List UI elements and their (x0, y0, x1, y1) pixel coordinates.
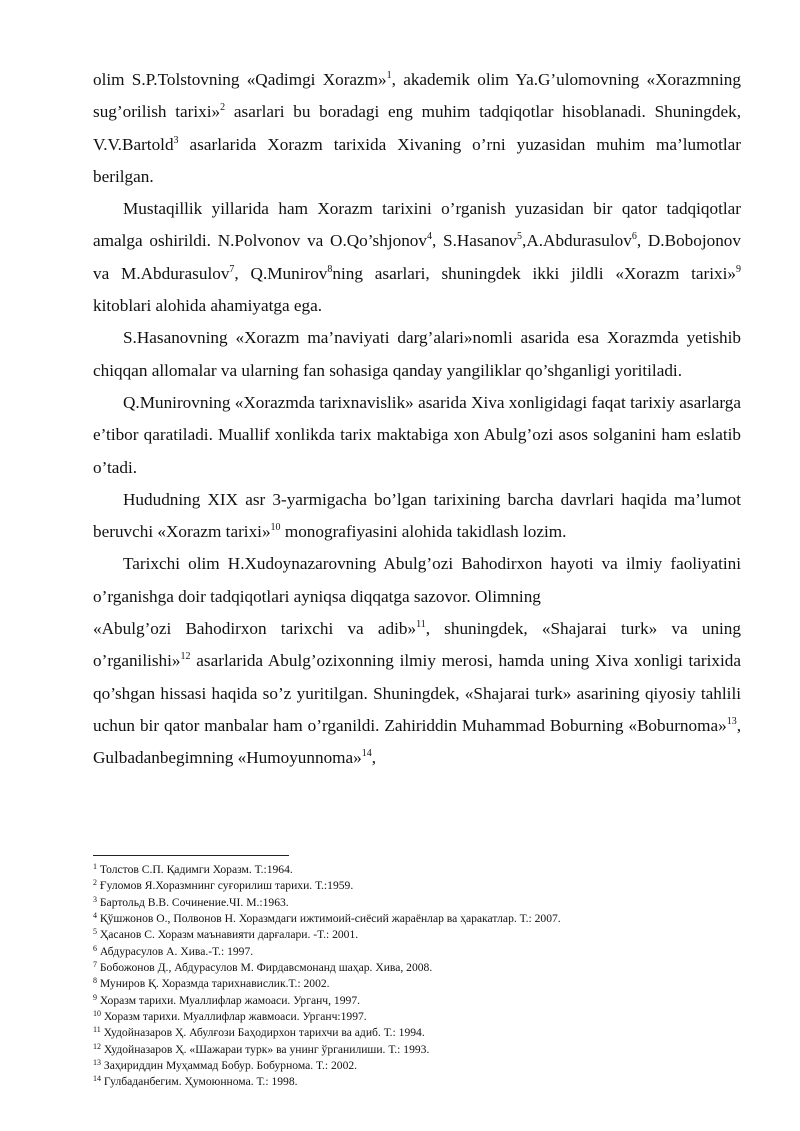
paragraph-1 (93, 64, 741, 193)
text-run: asarlarida Xorazm tarixida Xivaning o’rni yuzasidan muhim ma’lumotlar berilgan. (93, 134, 741, 186)
text-run: monografiyasini alohida takidlash lozim. (280, 522, 567, 542)
text-run: ning asarlari, shuningdek ikki jildli «Xorazm tarixi» (332, 263, 737, 283)
footnote-text: Қўшжонов О., Полвонов Н. Хоразмдаги ижтимоий-сиёсий жараёнлар ва ҳаракатлар. Т.: 2007. (97, 912, 561, 926)
text-run: , Q.Munirov (234, 263, 328, 283)
footnote-text: Худойназаров Ҳ. «Шажараи турк» ва унинг ўрганилиши. Т.: 1993. (101, 1042, 430, 1056)
footnote-ref-11[interactable]: 11 (416, 619, 426, 631)
footnotes (93, 862, 743, 1091)
text-run: , D.Bobojonov va M.Abdurasulov (93, 231, 741, 283)
footnote-ref-10[interactable]: 10 (270, 522, 281, 534)
text-run: Tarixchi olim H.Xudoynazarovning Abulg’ozi Bahodirxon hayoti va ilmiy faoliyatini o’rganishga doir tadqiqotlari ayniqsa diqqatga sazovor. Olimning (93, 554, 741, 606)
footnote-text: Ҳасанов С. Хоразм маънавияти дарғалари. -Т.: 2001. (97, 928, 359, 942)
footnote-12 (93, 1042, 743, 1058)
footnote-text: Хоразм тарихи. Муаллифлар жамоаси. Урганч, 1997. (97, 993, 361, 1007)
footnote-9 (93, 993, 743, 1009)
footnote-8 (93, 976, 743, 992)
footnote-text: Заҳириддин Муҳаммад Бобур. Бобурнома. Т.: 2002. (101, 1059, 358, 1073)
footnote-number: 6 (93, 943, 97, 953)
footnote-ref-13[interactable]: 13 (726, 715, 737, 727)
footnote-number: 8 (93, 976, 97, 986)
paragraph-6 (93, 548, 741, 774)
footnote-number: 4 (93, 911, 97, 921)
footnote-2 (93, 878, 743, 894)
footnote-6 (93, 944, 743, 960)
footnote-ref-14[interactable]: 14 (361, 748, 372, 760)
paragraph-3: S.Hasanovning «Xorazm ma’naviyati darg’alari»nomli asarida esa Xorazmda yetishib chiqqan allomalar va ularning fan sohasiga qanday yangiliklar qo’shganligi yoritiladi. (93, 328, 741, 380)
footnote-text: Гулбаданбегим. Ҳумоюннома. Т.: 1998. (101, 1075, 298, 1089)
footnote-ref-9[interactable]: 9 (736, 263, 742, 275)
footnote-number: 9 (93, 992, 97, 1002)
text-run: , akademik olim Ya.G’ulomovning «Xorazmning sug’orilish tarixi» (93, 70, 741, 122)
footnote-4 (93, 911, 743, 927)
paragraph-4: Q.Munirovning «Xorazmda tarixnavislik» asarida Xiva xonligidagi faqat tarixiy asarlarga e’tibor qaratiladi. Muallif xonlikda tarix maktabiga xon Abulg’ozi asos solganini ham eslatib o’tadi. (93, 392, 741, 477)
footnote-number: 10 (93, 1009, 101, 1019)
footnote-13 (93, 1058, 743, 1074)
text-run: «Abulg’ozi Bahodirxon tarixchi va adib» (93, 619, 417, 639)
footnote-10 (93, 1009, 743, 1025)
footnote-text: Ғуломов Я.Хоразмнинг суғорилиш тарихи. Т.:1959. (97, 879, 354, 893)
footnote-ref-1[interactable]: 1 (386, 70, 392, 81)
footnote-number: 11 (93, 1025, 101, 1035)
text-run: , Gulbadanbegimning «Humoyunnoma» (93, 715, 741, 768)
footnote-number: 12 (93, 1041, 101, 1051)
footnote-number: 7 (93, 960, 97, 970)
footnote-number: 14 (93, 1074, 101, 1084)
footnote-text: Бобожонов Д., Абдурасулов М. Фирдавсмонанд шаҳар. Хива, 2008. (97, 961, 433, 975)
footnote-7 (93, 960, 743, 976)
text-run: , shuningdek, «Shajarai turk» va uning o’rganilishi» (93, 619, 741, 671)
text-run: olim S.P.Tolstovning «Qadimgi Xorazm» (93, 70, 387, 89)
footnote-ref-7[interactable]: 7 (229, 263, 235, 275)
text-run: ,A.Abdurasulov (522, 231, 632, 251)
footnote-text: Толстов С.П. Қадимги Хоразм. Т.:1964. (97, 863, 293, 876)
footnote-number: 13 (93, 1058, 101, 1068)
footnote-ref-12[interactable]: 12 (180, 651, 191, 663)
text-run: kitoblari alohida ahamiyatga ega. (93, 296, 323, 316)
footnote-text: Абдурасулов А. Хива.-Т.: 1997. (97, 944, 254, 958)
text-run: Mustaqillik yillarida ham Xorazm tarixini o’rganish yuzasidan bir qator tadqiqotlar amalga oshirildi. N.Polvonov va O.Qo’shjonov (93, 199, 741, 251)
text-run: , S.Hasanov (431, 231, 518, 251)
footnote-ref-2[interactable]: 2 (220, 102, 226, 114)
footnote-text: Бартольд В.В. Сочинение.ЧI. М.:1963. (97, 895, 289, 909)
footnote-14 (93, 1074, 743, 1090)
paragraph-2 (93, 193, 741, 322)
document-body (93, 64, 741, 775)
footnote-11 (93, 1025, 743, 1041)
footnote-text: Худойназаров Ҳ. Абулғози Баҳодирхон тарихчи ва адиб. Т.: 1994. (100, 1026, 425, 1040)
footnote-number: 1 (93, 862, 97, 871)
footnote-1 (93, 862, 743, 878)
footnote-number: 3 (93, 894, 97, 904)
footnote-text: Хоразм тарихи. Муаллифлар жавмоаси. Урганч:1997. (101, 1010, 367, 1024)
text-run: Hududning XIX asr 3-yarmigacha bo’lgan tarixining barcha davrlari haqida ma’lumot beruvchi «Xorazm tarixi» (93, 489, 741, 542)
footnote-separator (93, 855, 289, 856)
paragraph-5 (93, 484, 741, 549)
text-run: asarlarida Abulg’ozixonning ilmiy merosi, hamda uning Xiva xonligi tarixida qo’shgan hissasi haqida so’z yuritilgan. Shuningdek, «Shajarai turk» asarining qiyosiy tahlili uchun bir qator manbalar ham o’rganildi. Zahiriddin Muhammad Boburning «Boburnoma» (93, 651, 741, 735)
footnote-3 (93, 895, 743, 911)
text-run: , (371, 748, 377, 768)
footnote-ref-4[interactable]: 4 (426, 231, 432, 243)
footnote-number: 5 (93, 927, 97, 937)
footnote-ref-3[interactable]: 3 (173, 134, 179, 146)
footnote-ref-6[interactable]: 6 (631, 231, 637, 243)
footnote-ref-8[interactable]: 8 (327, 263, 333, 275)
footnote-text: Муниров Қ. Хоразмда тарихнавислик.Т.: 2002. (97, 977, 330, 991)
footnote-ref-5[interactable]: 5 (517, 231, 523, 243)
footnote-5 (93, 927, 743, 943)
text-run: asarlari bu boradagi eng muhim tadqiqotlar hisoblanadi. Shuningdek, V.V.Bartold (93, 102, 741, 154)
footnote-number: 2 (93, 878, 97, 888)
